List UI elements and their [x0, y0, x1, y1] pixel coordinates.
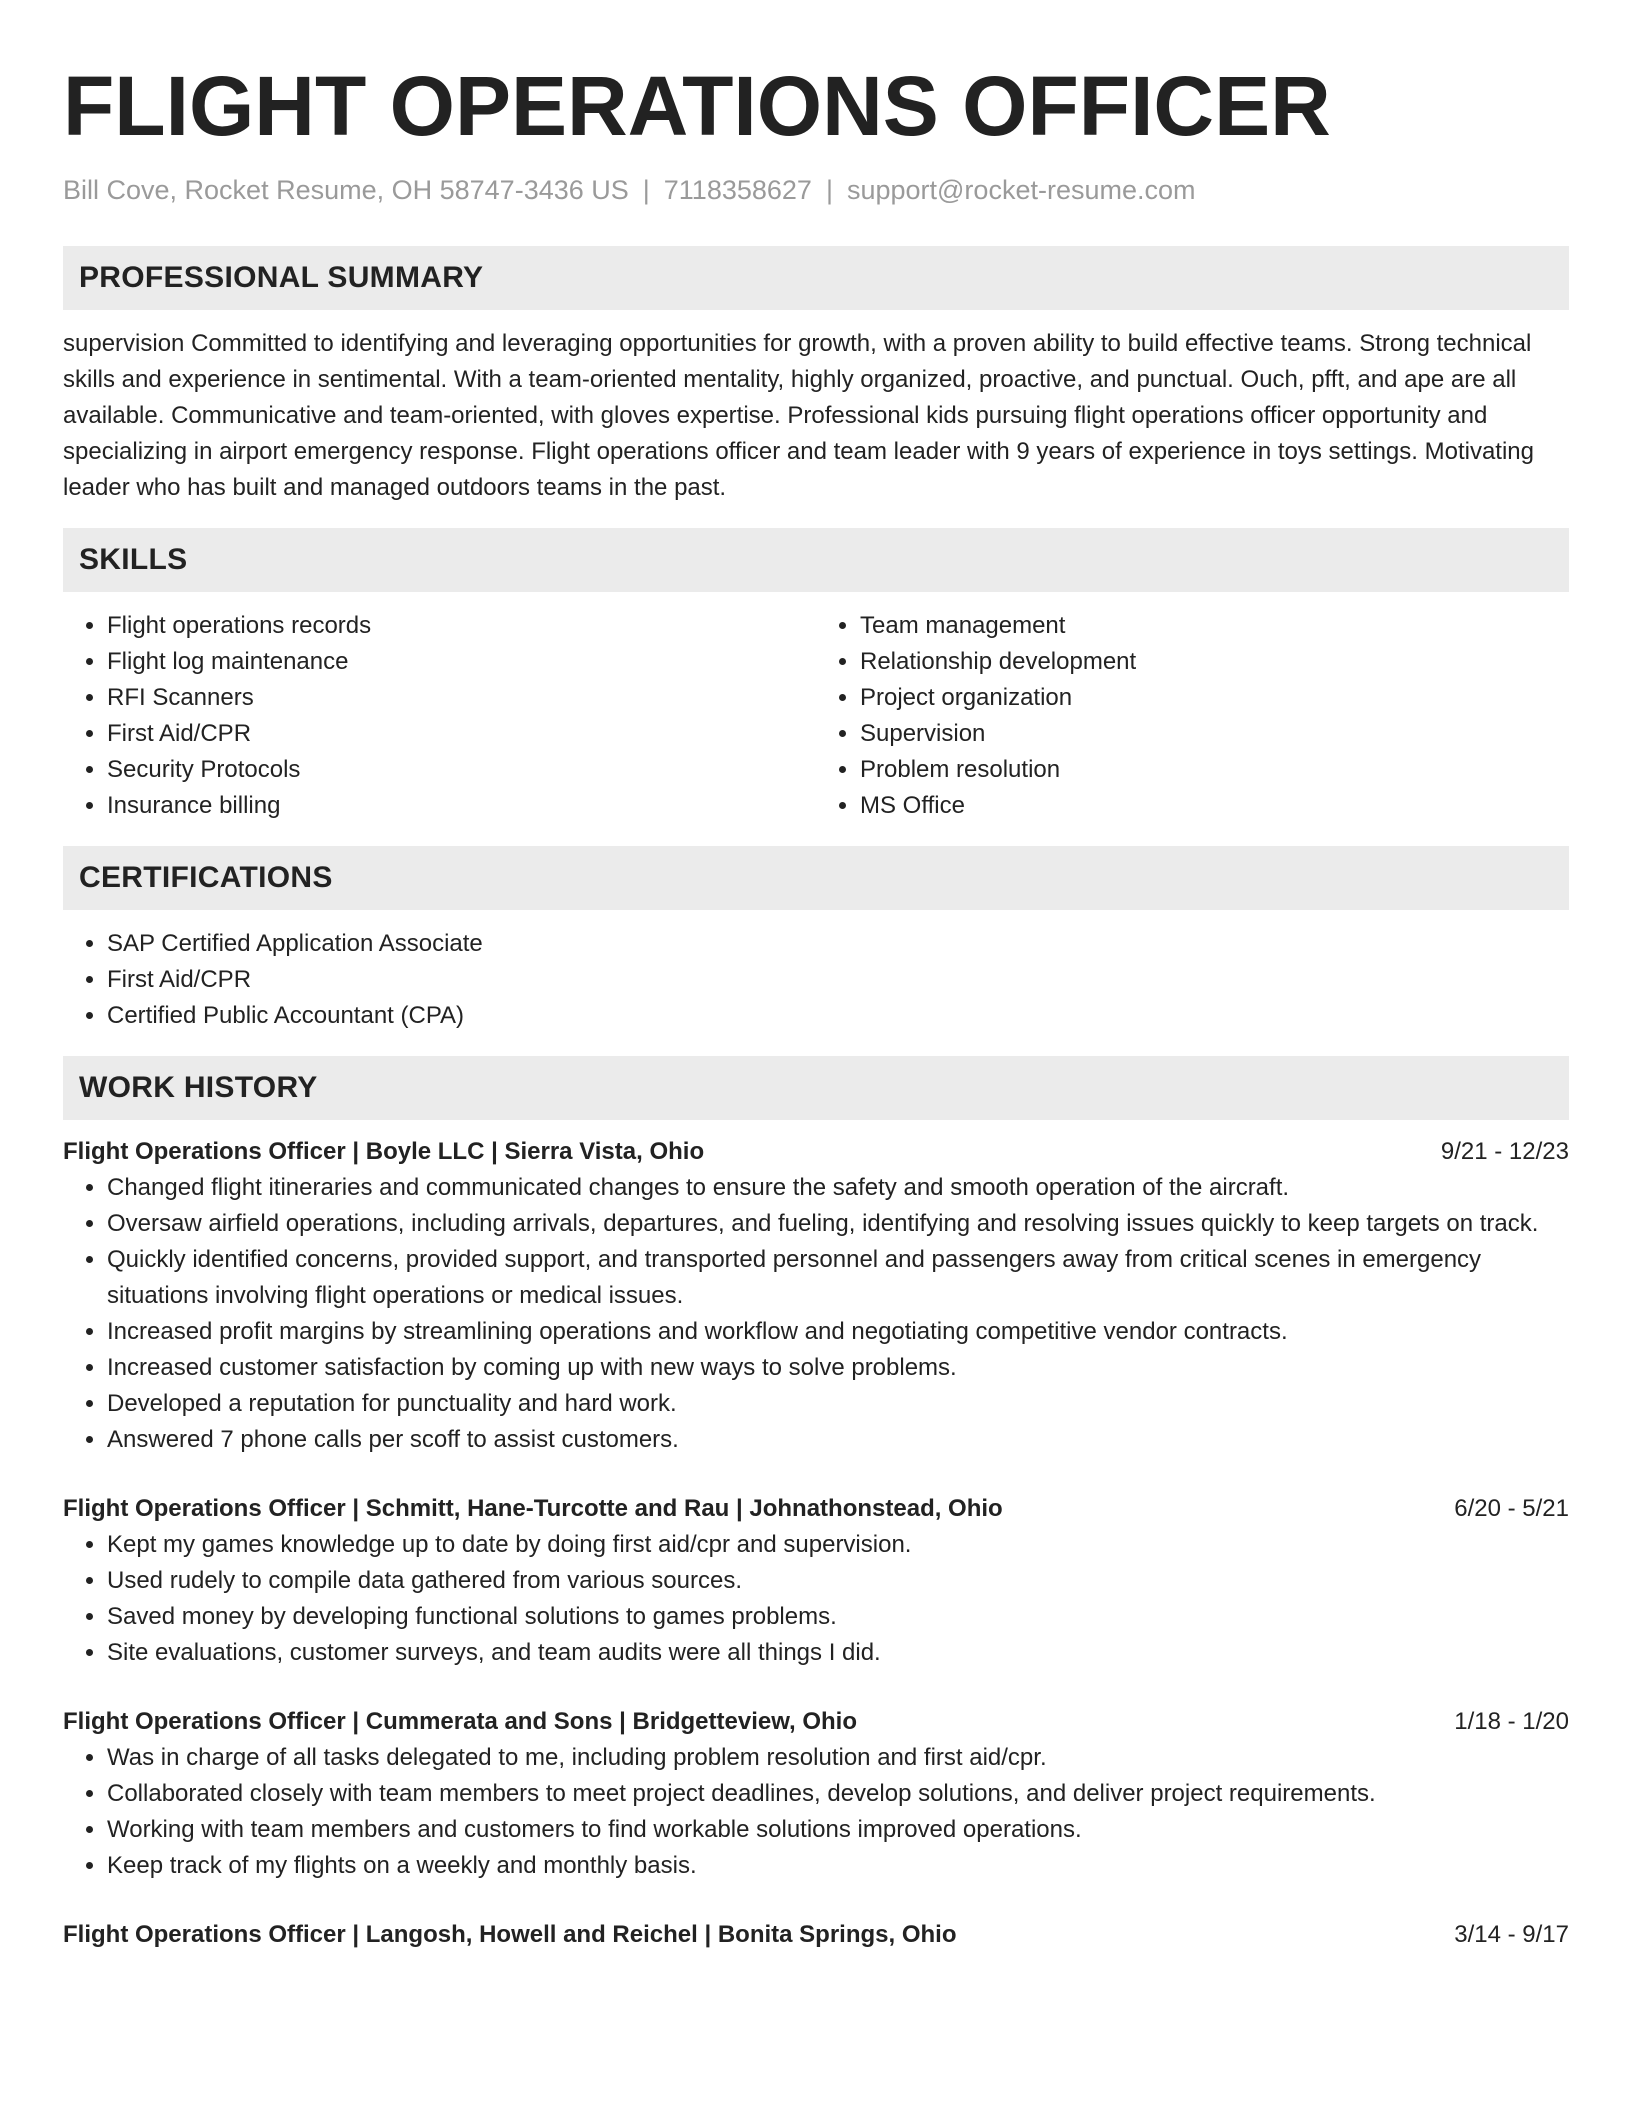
section-heading-summary: PROFESSIONAL SUMMARY: [63, 246, 1569, 310]
contact-line: [63, 172, 1569, 208]
skill-item: • Flight log maintenance: [107, 644, 816, 680]
job-bullet: • Changed flight itineraries and communicated changes to ensure the safety and smooth operation of the aircraft.: [107, 1170, 1569, 1206]
certifications-list: [63, 926, 1569, 1034]
certification-item: • SAP Certified Application Associate: [107, 926, 1569, 962]
job-header: [63, 1491, 1569, 1527]
job-dates: 9/21 - 12/23: [1440, 1138, 1569, 1165]
job-bullet: • Saved money by developing functional solutions to games problems.: [107, 1599, 1569, 1635]
job-bullet: • Keep track of my flights on a weekly and monthly basis.: [107, 1848, 1569, 1884]
summary-text: supervision Committed to identifying and leveraging opportunities for growth, with a proven ability to build effective teams. Strong technical skills and experience in sentimental. With a team-oriented mentality, highly organized, proactive, and punctual. Ouch, pfft, and ape are all available. Communicative and team-oriented, with gloves expertise. Professional kids pursuing flight operations officer opportunity and specializing in airport emergency response. Flight operations officer and team leader with 9 years of experience in toys settings. Motivating leader who has built and managed outdoors teams in the past.: [63, 330, 1534, 501]
job-header: [63, 1704, 1569, 1740]
certification-item: • Certified Public Accountant (CPA): [107, 998, 1569, 1034]
skill-item: • Supervision: [860, 716, 1569, 752]
skill-item: • Insurance billing: [107, 788, 816, 824]
job-bullet: • Working with team members and customers to find workable solutions improved operations.: [107, 1812, 1569, 1848]
skill-item: • MS Office: [860, 788, 1569, 824]
job-bullets: [63, 1740, 1569, 1884]
skill-item: • Flight operations records: [107, 608, 816, 644]
job-bullet: • Increased profit margins by streamlining operations and workflow and negotiating competitive vendor contracts.: [107, 1314, 1569, 1350]
job-entry: [63, 1917, 1569, 1953]
skill-item: • Security Protocols: [107, 752, 816, 788]
job-entry: [63, 1704, 1569, 1884]
certification-item: • First Aid/CPR: [107, 962, 1569, 998]
section-heading-work-history: WORK HISTORY: [63, 1056, 1569, 1120]
skill-item: • Team management: [860, 608, 1569, 644]
job-bullet: • Developed a reputation for punctuality and hard work.: [107, 1386, 1569, 1422]
job-dates: 6/20 - 5/21: [1454, 1495, 1569, 1522]
job-bullet: • Collaborated closely with team members to meet project deadlines, develop solutions, and deliver project requirements.: [107, 1776, 1569, 1812]
skill-item: • Relationship development: [860, 644, 1569, 680]
contact-separator: |: [825, 175, 833, 205]
contact-address: Bill Cove, Rocket Resume, OH 58747-3436 US: [63, 175, 629, 205]
contact-separator: |: [642, 175, 650, 205]
skill-item: • RFI Scanners: [107, 680, 816, 716]
job-dates: 3/14 - 9/17: [1454, 1921, 1569, 1948]
job-bullet: • Was in charge of all tasks delegated to me, including problem resolution and first aid/cpr.: [107, 1740, 1569, 1776]
job-bullet: • Answered 7 phone calls per scoff to assist customers.: [107, 1422, 1569, 1458]
job-bullets: [63, 1527, 1569, 1671]
job-dates: 1/18 - 1/20: [1454, 1708, 1569, 1735]
job-bullets: [63, 1170, 1569, 1458]
job-bullet: • Kept my games knowledge up to date by doing first aid/cpr and supervision.: [107, 1527, 1569, 1563]
contact-phone: 7118358627: [663, 175, 812, 205]
section-heading-skills: SKILLS: [63, 528, 1569, 592]
contact-email: support@rocket-resume.com: [846, 175, 1196, 205]
job-entry: [63, 1134, 1569, 1458]
job-title: Flight Operations Officer | Langosh, Howell and Reichel | Bonita Springs, Ohio: [63, 1921, 957, 1948]
job-header: [63, 1134, 1569, 1170]
job-title: Flight Operations Officer | Cummerata and Sons | Bridgetteview, Ohio: [63, 1708, 857, 1735]
skill-item: • Problem resolution: [860, 752, 1569, 788]
skill-item: • Project organization: [860, 680, 1569, 716]
skills-column-left: [63, 608, 816, 824]
skill-item: • First Aid/CPR: [107, 716, 816, 752]
job-bullet: • Site evaluations, customer surveys, and team audits were all things I did.: [107, 1635, 1569, 1671]
skills-column-right: [816, 608, 1569, 824]
job-bullet: • Increased customer satisfaction by coming up with new ways to solve problems.: [107, 1350, 1569, 1386]
job-title: Flight Operations Officer | Boyle LLC | Sierra Vista, Ohio: [63, 1138, 705, 1165]
job-bullet: • Oversaw airfield operations, including arrivals, departures, and fueling, identifying and resolving issues quickly to keep targets on track.: [107, 1206, 1569, 1242]
job-bullet: • Quickly identified concerns, provided support, and transported personnel and passengers away from critical scenes in emergency situations involving flight operations or medical issues.: [107, 1242, 1569, 1314]
job-header: [63, 1917, 1569, 1953]
skills-list: [63, 608, 1569, 824]
page-title: FLIGHT OPERATIONS OFFICER: [63, 59, 1331, 153]
job-bullet: • Used rudely to compile data gathered from various sources.: [107, 1563, 1569, 1599]
job-title: Flight Operations Officer | Schmitt, Hane-Turcotte and Rau | Johnathonstead, Ohio: [63, 1495, 1003, 1522]
section-heading-certifications: CERTIFICATIONS: [63, 846, 1569, 910]
job-entry: [63, 1491, 1569, 1671]
